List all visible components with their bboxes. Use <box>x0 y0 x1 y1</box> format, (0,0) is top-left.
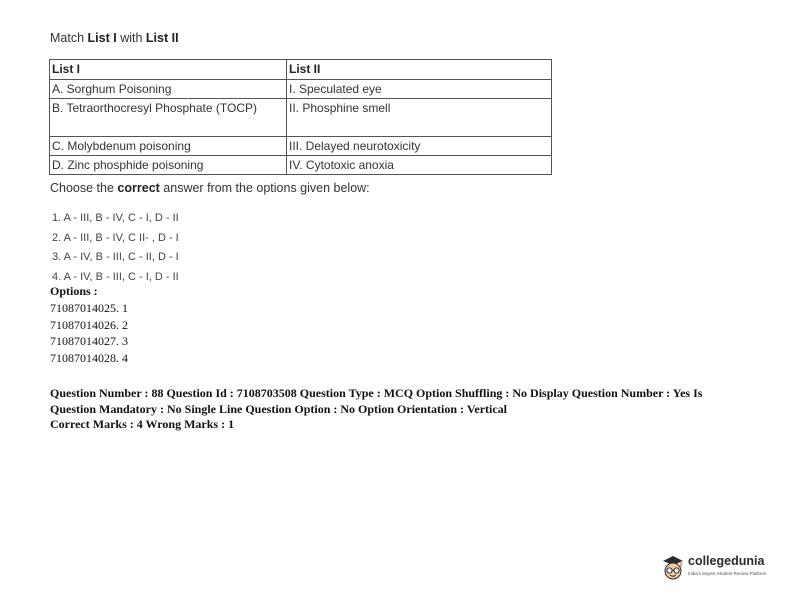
table-cell: C. Molybdenum poisoning <box>50 137 287 156</box>
collegedunia-logo <box>660 552 770 584</box>
answer-choices <box>52 210 179 289</box>
option-item: 71087014026. 2 <box>50 317 128 332</box>
title-with: with <box>120 31 143 45</box>
instruction-bold: correct <box>117 181 160 195</box>
table-row <box>50 99 552 137</box>
table-cell: IV. Cytotoxic anoxia <box>287 156 552 175</box>
question-title <box>50 31 179 45</box>
options-block <box>50 284 128 367</box>
header-list2: List II <box>287 60 552 80</box>
choice-item: 3. A - IV, B - III, C - II, D - I <box>52 251 179 264</box>
instruction-text <box>50 181 370 195</box>
meta-line: Question Number : 88 Question Id : 7108703508 Question Type : MCQ Option Shuffling : No Display Question Number : Yes Is <box>50 386 703 400</box>
options-label: Options : <box>50 284 98 298</box>
question-metadata <box>50 386 740 433</box>
option-item: 71087014025. 1 <box>50 301 128 315</box>
logo-wordmark: collegedunia <box>688 554 765 568</box>
table-cell: D. Zinc phosphide poisoning <box>50 156 287 175</box>
title-list1: List I <box>87 31 117 45</box>
choice-item: 2. A - III, B - IV, C II- , D - I <box>52 231 179 244</box>
table-cell: III. Delayed neurotoxicity <box>287 137 552 156</box>
title-list2: List II <box>145 31 179 45</box>
table-header-row <box>50 60 552 80</box>
table-cell: A. Sorghum Poisoning <box>50 80 287 99</box>
option-item: 71087014027. 3 <box>50 334 128 348</box>
table-row <box>50 137 552 156</box>
meta-line: Correct Marks : 4 Wrong Marks : 1 <box>50 417 235 431</box>
match-table <box>49 59 552 175</box>
logo-tagline: India's largest Student Review Platform <box>688 571 767 576</box>
instruction-before: Choose the <box>50 181 114 195</box>
meta-line: Question Mandatory : No Single Line Question Option : No Option Orientation : Vertical <box>50 401 508 416</box>
choice-item: 4. A - IV, B - III, C - I, D - II <box>52 271 179 284</box>
instruction-after: answer from the options given below: <box>163 181 370 195</box>
table-row <box>50 80 552 99</box>
choice-item: 1. A - III, B - IV, C - I, D - II <box>52 212 179 224</box>
mascot-icon <box>660 552 686 584</box>
title-prefix: Match <box>50 31 85 45</box>
table-cell: B. Tetraorthocresyl Phosphate (TOCP) <box>50 99 287 137</box>
table-row <box>50 156 552 175</box>
header-list1: List I <box>50 60 287 80</box>
table-cell: I. Speculated eye <box>287 80 552 99</box>
option-item: 71087014028. 4 <box>50 350 128 365</box>
table-cell: II. Phosphine smell <box>287 99 552 137</box>
